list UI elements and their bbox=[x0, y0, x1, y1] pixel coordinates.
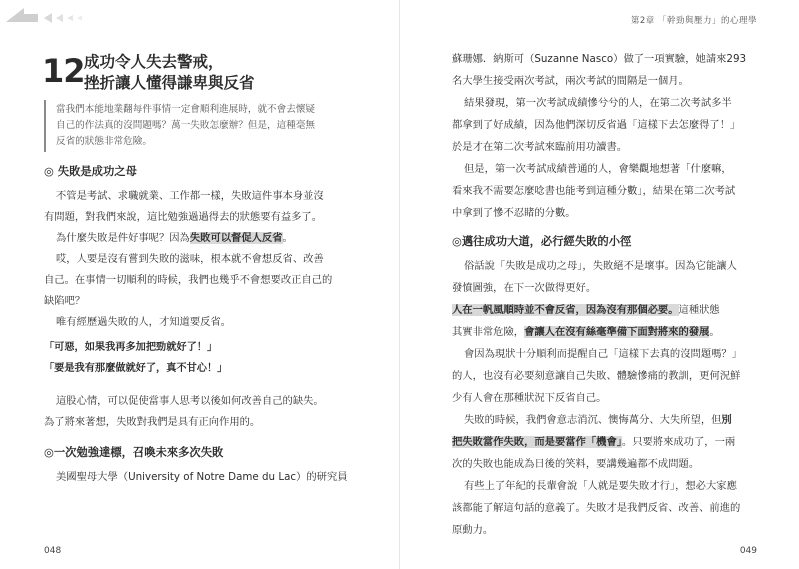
body-line: 的人，也沒有必要刻意讓自己失敗、體驗慘痛的教訓，更何況鮮 bbox=[452, 370, 741, 382]
body-text: 其實非常危險， bbox=[452, 326, 525, 338]
body-line: 結果發現，第一次考試成績慘兮兮的人，在第二次考試多半 bbox=[464, 97, 732, 109]
body-line: 該都能了解這句話的意義了。失敗才是我們反省、改善、前進的 bbox=[452, 502, 741, 514]
body-text: 這種狀態 bbox=[678, 304, 720, 316]
body-text: 為什麼失敗是件好事呢？因為 bbox=[56, 232, 190, 244]
body-line: 中拿到了慘不忍睹的分數。 bbox=[452, 207, 576, 219]
running-head: 第2章 「幹勁與壓力」的心理學 bbox=[630, 16, 757, 26]
body-line: 都拿到了好成績，因為他們深切反省過「這樣下去怎麼得了！」 bbox=[452, 119, 741, 131]
body-line: 為了將來著想，失敗對我們是具有正向作用的。 bbox=[44, 416, 261, 428]
body-line: 美國聖母大學（University of Notre Dame du Lac）的研究員 bbox=[56, 471, 348, 483]
arrow-strip-icon bbox=[4, 4, 94, 26]
section-heading: ◎ 失敗是成功之母 bbox=[44, 165, 137, 178]
section-heading: ◎邁往成功大道，必行經失敗的小徑 bbox=[452, 235, 632, 248]
body-line bbox=[56, 229, 293, 244]
quote-line: 「要是我有那麼做就好了，真不甘心！」 bbox=[44, 363, 228, 374]
intro-callout bbox=[44, 100, 322, 152]
page-number-right: 049 bbox=[739, 546, 757, 556]
body-line: 自己。在事情一切順利的時候，我們也幾乎不會想要改正自己的 bbox=[44, 274, 333, 286]
body-line: 於是才在第二次考試來臨前用功讀書。 bbox=[452, 141, 628, 153]
body-line: 少有人會在那種狀況下反省自己。 bbox=[452, 392, 607, 404]
body-line: 蘇珊娜．納斯可（Suzanne Nasco）做了一項實驗，她請來293 bbox=[452, 53, 747, 65]
highlighted-text: 失敗可以督促人反省 bbox=[189, 232, 283, 244]
highlighted-text: 會讓人在沒有絲毫準備下面對將來的發展 bbox=[524, 326, 710, 338]
highlighted-text: 人在一帆風順時並不會反省，因為沒有那個必要。 bbox=[452, 304, 679, 316]
chapter-title-line: 成功令人失去警戒， bbox=[84, 53, 224, 71]
body-line: 俗話說「失敗是成功之母」，失敗絕不是壞事。因為它能讓人 bbox=[464, 260, 737, 272]
chapter-number: 12 bbox=[42, 52, 85, 90]
quote-line: 「可惡，如果我再多加把勁就好了！」 bbox=[44, 342, 218, 353]
callout-line: 反省的狀態非常危險。 bbox=[56, 136, 152, 147]
body-line: 發憤圖強，在下一次做得更好。 bbox=[452, 282, 597, 294]
section-heading: ◎一次勉強達標，召喚未來多次失敗 bbox=[44, 446, 224, 459]
body-line: 會因為現狀十分順利而提醒自己「這樣下去真的沒問題嗎？」 bbox=[464, 348, 743, 360]
body-line: 這股心情，可以促使當事人思考以後如何改善自己的缺失。 bbox=[56, 395, 324, 407]
body-line: 有問題，對我們來說，這比勉強過過得去的狀態要有益多了。 bbox=[44, 211, 323, 223]
highlighted-text: 把失敗當作失敗，而是要當作「機會」 bbox=[452, 436, 622, 448]
body-line bbox=[452, 433, 735, 448]
chapter-title bbox=[84, 52, 255, 94]
body-line: 唯有經歷過失敗的人，才知道要反省。 bbox=[56, 316, 232, 328]
body-line: 有些上了年紀的長輩會說「人就是要失敗才行」，想必大家應 bbox=[464, 480, 737, 492]
body-line bbox=[452, 301, 720, 316]
body-line bbox=[464, 411, 732, 426]
body-line: 缺陷吧？ bbox=[44, 295, 86, 307]
body-line: 哎，人要是沒有嘗到失敗的滋味，根本就不會想反省、改善 bbox=[56, 253, 324, 265]
body-line: 不管是考試、求職就業、工作都一樣，失敗這件事本身並沒 bbox=[56, 190, 324, 202]
body-line: 名大學生接受兩次考試，兩次考試的間隔是一個月。 bbox=[452, 75, 689, 87]
page-number-left: 048 bbox=[44, 546, 62, 556]
body-line: 原動力。 bbox=[452, 524, 494, 536]
bold-text: 別 bbox=[721, 414, 732, 426]
body-text: 。 bbox=[709, 326, 720, 338]
body-line bbox=[452, 323, 720, 338]
body-text: 。 bbox=[282, 232, 293, 244]
callout-line: 當我們本能地業翻每件事情一定會順利進展時，就不會去懷疑 bbox=[56, 104, 316, 115]
chapter-title-line: 挫折讓人懂得謙卑與反省 bbox=[84, 74, 255, 92]
body-line: 次的失敗也能成為日後的笑料，要講幾遍都不成問題。 bbox=[452, 458, 700, 470]
body-line: 看來我不需要怎麼唸書也能考到這種分數」，結果在第二次考試 bbox=[452, 185, 736, 197]
body-text: 。只要將來成功了，一兩 bbox=[621, 436, 736, 448]
body-line: 但是，第一次考試成績普通的人，會樂觀地想著「什麼嘛， bbox=[464, 163, 732, 175]
body-text: 失敗的時候，我們會意志消沉、懊悔萬分、大失所望，但 bbox=[464, 414, 722, 426]
page-gutter bbox=[399, 0, 400, 569]
callout-line: 自己的作法真的沒問題嗎？萬一失敗怎麼辦？但是，這種毫無 bbox=[56, 120, 316, 131]
